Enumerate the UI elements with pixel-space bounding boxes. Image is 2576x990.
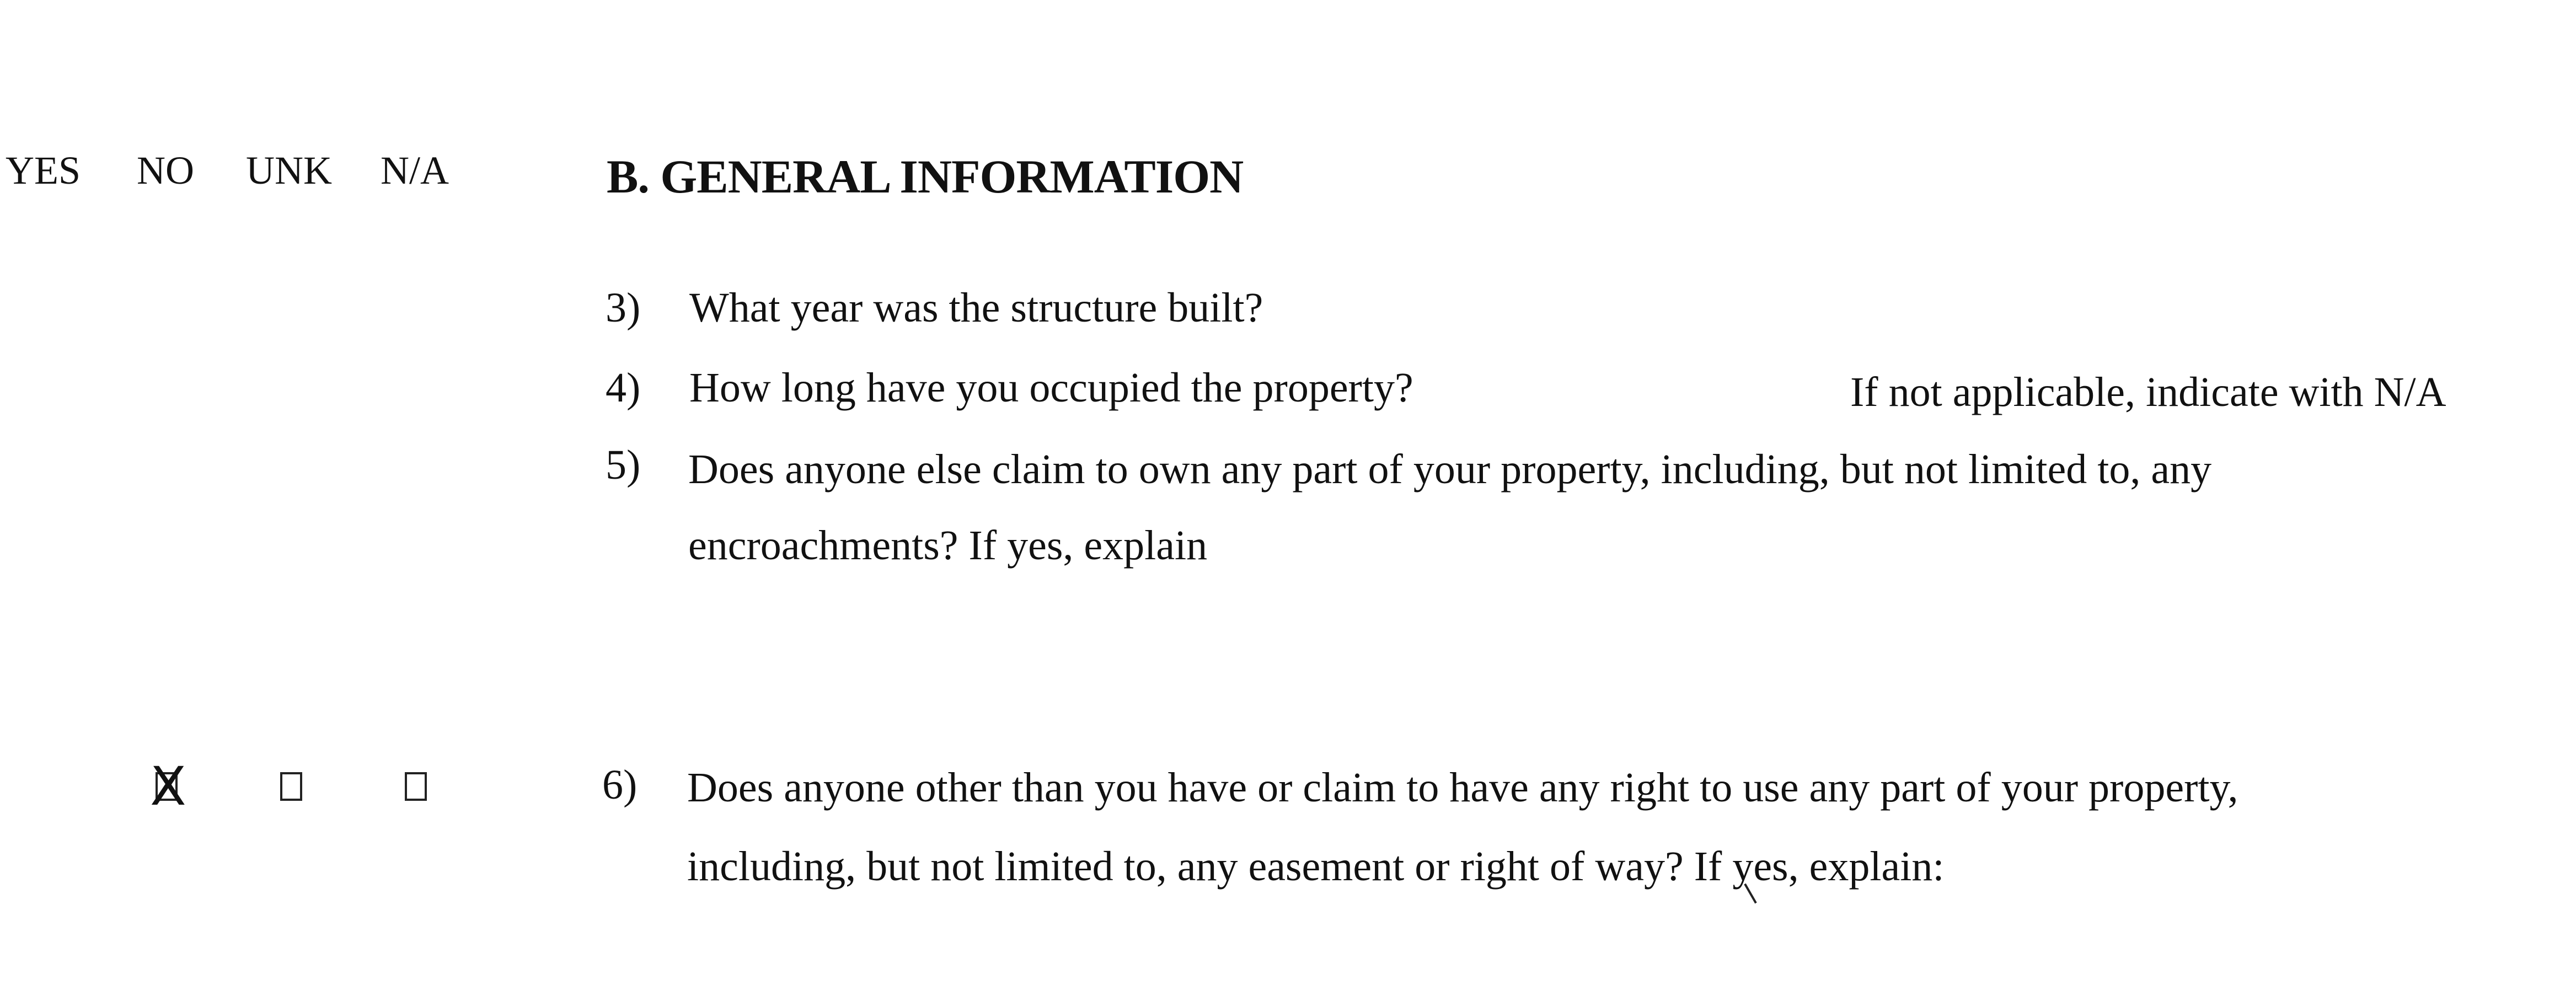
question-3-number: 3) [606,285,641,331]
question-6-unk-checkbox[interactable] [405,772,427,801]
column-header-no: NO [137,148,194,192]
question-3-text: What year was the structure built? [689,285,1263,331]
question-6-no-checkbox[interactable] [280,772,302,801]
question-6-text-line1: Does anyone other than you have or claim to have any right to use any part of your property, [687,764,2238,811]
question-6-number: 6) [602,762,638,808]
question-5-text-line2: encroachments? If yes, explain [688,522,1208,569]
question-5-text-line1: Does anyone else claim to own any part of your property, including, but not limited to, any [688,446,2212,493]
checkmark-x-icon: X [150,756,186,817]
question-4-note: If not applicable, indicate with N/A [1850,369,2446,415]
column-header-na: N/A [381,148,449,192]
column-header-unk: UNK [246,148,332,192]
question-4-text: How long have you occupied the property? [689,365,1413,411]
question-6-text-line2: including, but not limited to, any easement or right of way? If yes, explain: [687,843,1945,890]
question-4-number: 4) [606,365,641,411]
section-title: B. GENERAL INFORMATION [607,150,1244,203]
question-5-number: 5) [606,442,641,488]
column-header-yes: YES [6,148,81,192]
